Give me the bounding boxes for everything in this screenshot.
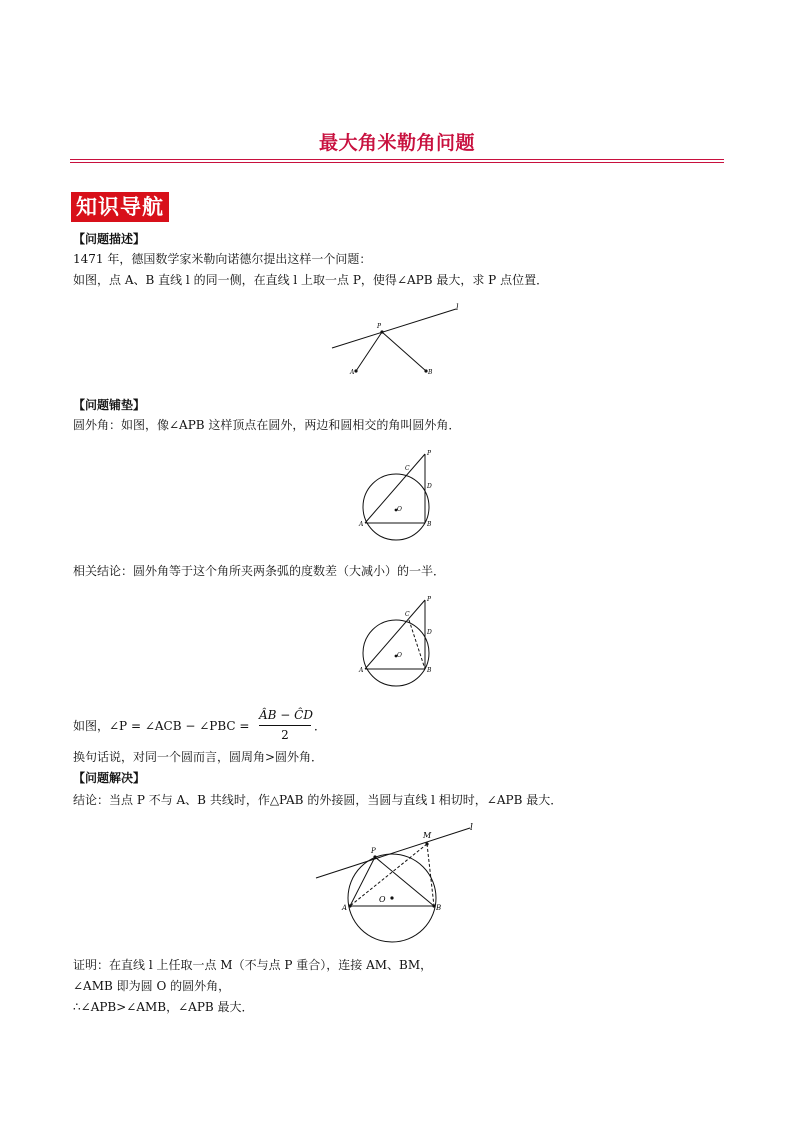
fraction-numerator: ÂB − ĈD [259, 708, 313, 722]
figure-3 [350, 594, 450, 684]
text-line-7: 结论：当点 P 不与 A、B 共线时，作△PAB 的外接圆，当圆与直线 l 相切时，∠APB 最大． [73, 793, 563, 807]
label-P: P [377, 323, 382, 330]
dashed-MA [350, 844, 427, 906]
label-C: C [405, 611, 410, 618]
label-D: D [427, 483, 432, 490]
text-line-4: 相关结论：圆外角等于这个角所夹两条弧的度数差（大减小）的一半． [73, 564, 446, 578]
figure-4 [310, 818, 490, 948]
text-line-1: 1471 年，德国数学家米勒向诺德尔提出这样一个问题： [73, 252, 372, 266]
label-B: B [428, 369, 433, 376]
heading-pave: 【问题铺垫】 [73, 398, 146, 412]
title-rule-thin [70, 162, 724, 163]
page-title: 最大角米勒角问题 [318, 132, 475, 154]
segment-PA [356, 332, 382, 371]
label-A: A [342, 904, 348, 912]
section-badge: 知识导航 [71, 192, 169, 222]
label-A: A [359, 521, 364, 528]
label-B: B [427, 521, 432, 528]
circle-O [363, 620, 429, 686]
label-O: O [397, 506, 402, 513]
figure-1 [320, 300, 470, 380]
segment-PA [350, 857, 375, 906]
circle-O [363, 474, 429, 540]
label-A: A [359, 667, 364, 674]
label-O: O [397, 652, 402, 659]
segment-PA [365, 600, 425, 669]
fraction-bar [259, 725, 311, 726]
label-C: C [405, 465, 410, 472]
label-D: D [427, 629, 432, 636]
text-line-10: ∴∠APB>∠AMB，∠APB 最大． [73, 1000, 254, 1014]
label-P: P [427, 596, 432, 603]
text-line-5 [73, 718, 249, 734]
text-line-8: 证明：在直线 l 上任取一点 M（不与点 P 重合），连接 AM、BM， [73, 958, 433, 972]
heading-solve: 【问题解决】 [73, 771, 146, 785]
label-A: A [350, 369, 355, 376]
segment-PA [365, 454, 425, 523]
fraction-denominator: 2 [281, 728, 289, 742]
formula-end: ． [314, 719, 327, 733]
text-line-3: 圆外角：如图，像∠APB 这样顶点在圆外，两边和圆相交的角叫圆外角． [73, 418, 461, 432]
dashed-MB [427, 844, 434, 906]
text-line-2: 如图，点 A、B 直线 l 的同一侧，在直线 l 上取一点 P，使得∠APB 最大，求 P 点位置． [73, 273, 549, 287]
text-line-6: 换句话说，对同一个圆而言，圆周角>圆外角． [73, 750, 324, 764]
figure-2 [350, 448, 450, 538]
label-B: B [427, 667, 432, 674]
title-rule [70, 159, 724, 160]
label-P: P [427, 450, 432, 457]
label-O: O [379, 895, 386, 904]
text-line-9: ∠AMB 即为圆 O 的圆外角， [73, 979, 231, 993]
formula-lhs: 如图，∠P = ∠ACB − ∠PBC = [73, 719, 250, 733]
heading-description: 【问题描述】 [73, 232, 146, 246]
segment-PB [382, 332, 426, 371]
label-B: B [436, 904, 442, 912]
line-l [316, 828, 470, 878]
label-P: P [371, 847, 376, 855]
label-l: l [470, 823, 473, 833]
label-l: l [456, 303, 459, 312]
label-M: M [423, 831, 432, 840]
